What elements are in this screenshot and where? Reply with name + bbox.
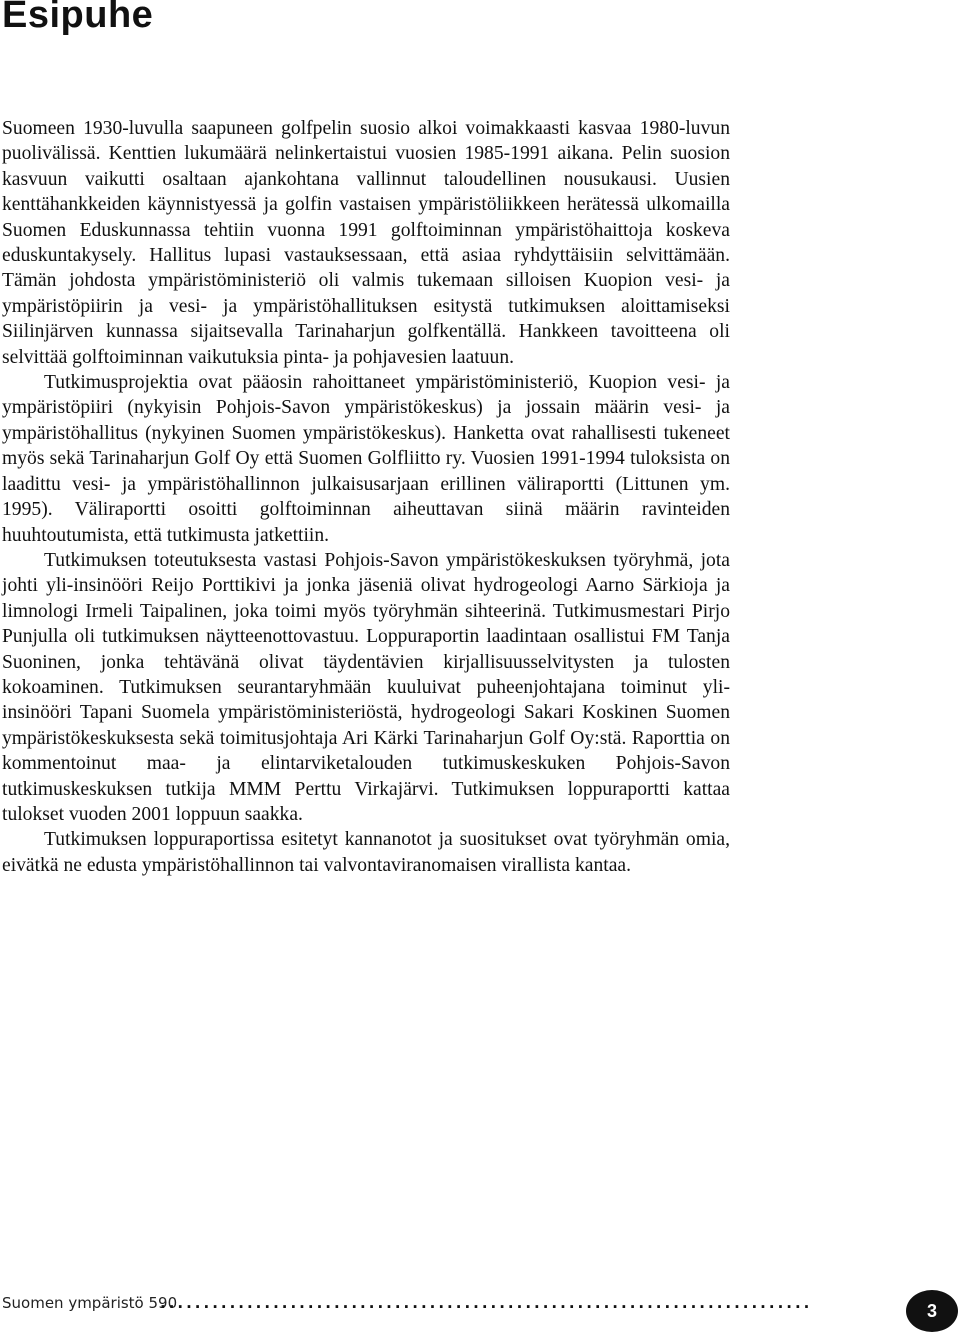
page-title: Esipuhe [2,0,154,36]
paragraph: Suomeen 1930-luvulla saapuneen golfpelin suosio alkoi voimakkaasti kasvaa 1980-luvun puolivälissä. Kenttien lukumäärä nelinkertaistui vuosien 1985-1991 aikana. Pelin suosion kasvuun vaikutti osaltaan ajankohtana vallinnut taloudellinen nousukausi. Uusien kenttähankkeiden käynnistyessä ja golfin vastaisen ympäristöliikkeen herätessä ulkomailla Suomen Eduskunnassa tehtiin vuonna 1991 golftoiminnan ympäristöhaittoja koskeva eduskuntakysely. Hallitus lupasi vastauksessaan, että asiaa ryhdyttäisiin selvittämään. Tämän johdosta ympäristöministeriö oli valmis tukemaan silloisen Kuopion vesi- ja ympäristöpiirin ja vesi- ja ympäristöhallituksen esitystä tutkimuksen aloittamiseksi Siilinjärven kunnassa sijaitsevalla Tarinaharjun golfkentällä. Hankkeen tavoitteena oli selvittää golftoiminnan vaikutuksia pinta- ja pohjavesien laatuun. [2,118,730,368]
paragraph: Tutkimuksen toteutuksesta vastasi Pohjois-Savon ympäristökeskuksen työryhmä, jota johti yli-insinööri Reijo Porttikivi ja jonka jäseniä olivat hydrogeologi Aarno Särkioja ja limnologi Irmeli Taipalinen, joka toimi myös työryhmän sihteerinä. Tutkimusmestari Pirjo Punjulla oli tutkimuksen näytteenottovastuu. Loppuraportin laadintaan osallistui FM Tanja Suoninen, jonka tehtävänä olivat täydentävien kirjallisuusselvitysten ja tulosten kokoaminen. Tutkimuksen seurantaryhmään kuuluivat puheenjohtajana toiminut yli-insinööri Tapani Suomela ympäristöministeriöstä, hydrogeologi Sakari Koskinen Suomen ympäristökeskuksesta sekä toimitusjohtaja Ari Kärki Tarinaharjun Golf Oy:stä. Raporttia on kommentoinut maa- ja elintarviketalouden tutkimuskeskuken Pohjois-Savon tutkimuskeskuksen tutkija MMM Perttu Virkajärvi. Tutkimuksen loppuraportti kattaa tulokset vuoden 2001 loppuun saakka. [2,549,730,825]
page-footer [0,1290,960,1334]
publication-name: Suomen ympäristö 590 [2,1294,178,1312]
paragraph: Tutkimusprojektia ovat pääosin rahoittaneet ympäristöministeriö, Kuopion vesi- ja ympäristöpiiri (nykyisin Pohjois-Savon ympäristökeskus) ja jossain määrin vesi- ja ympäristöhallitus (nykyinen Suomen ympäristökeskus). Hanketta ovat rahallisesti tukeneet myös sekä Tarinaharjun Golf Oy että Suomen Golfliitto ry. Vuosien 1991-1994 tuloksista on laadittu vesi- ja ympäristöhallinnon julkaisusarjaan erillinen väliraportti (Littunen ym. 1995). Väliraportti osoitti golftoiminnan aiheuttavan siinä määrin ravinteiden huuhtoutumista, että tutkimusta jatkettiin. [2,372,730,546]
body-text [2,116,730,878]
dotted-leader: ........................................................................... [160,1294,813,1312]
paragraph: Tutkimuksen loppuraportissa esitetyt kannanotot ja suositukset ovat työryhmän omia, eivätkä ne edusta ympäristöhallinnon tai valvontaviranomaisen virallista kantaa. [2,829,730,876]
page-number-badge: 3 [906,1290,958,1332]
